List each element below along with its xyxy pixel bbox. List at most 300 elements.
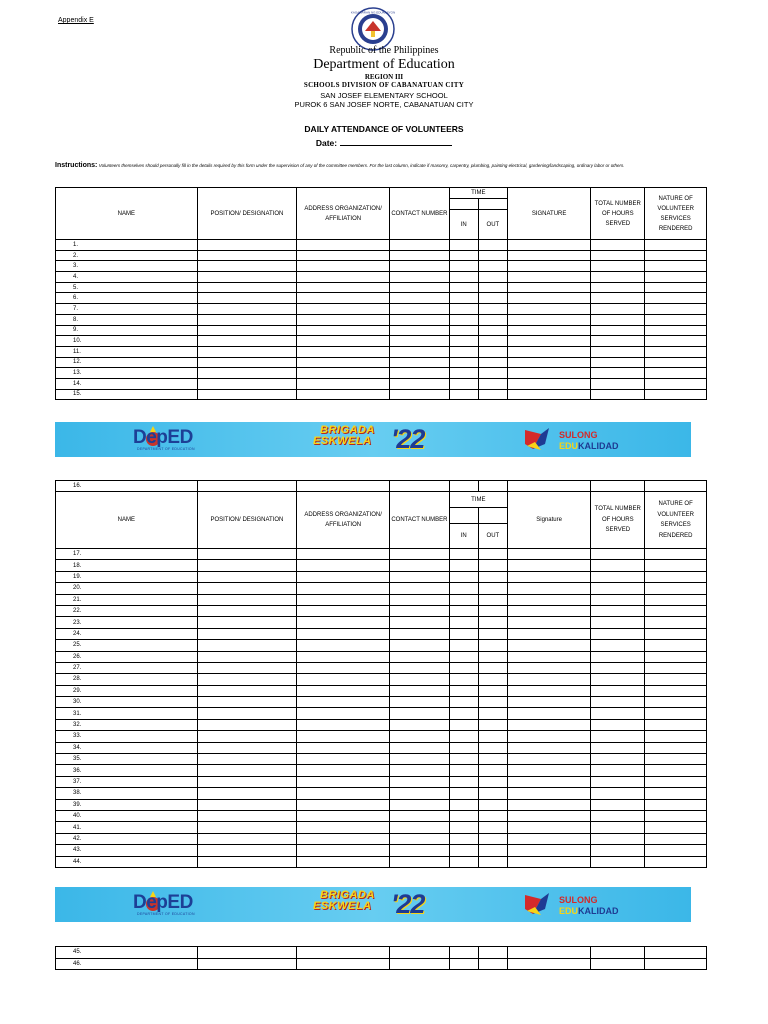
cell-nature[interactable] [645, 810, 707, 821]
cell-hours[interactable] [591, 947, 645, 959]
cell-in[interactable] [449, 293, 478, 304]
cell-in[interactable] [449, 357, 478, 368]
cell-signature[interactable] [507, 560, 590, 571]
cell-hours[interactable] [591, 560, 645, 571]
cell-address[interactable] [297, 549, 390, 560]
cell-position[interactable] [197, 617, 296, 628]
cell-address[interactable] [297, 282, 390, 293]
cell-contact[interactable] [390, 304, 449, 315]
cell-signature[interactable] [507, 605, 590, 616]
cell-hours[interactable] [591, 708, 645, 719]
cell-signature[interactable] [507, 822, 590, 833]
cell-position[interactable] [197, 651, 296, 662]
cell-nature[interactable] [645, 708, 707, 719]
cell-hours[interactable] [591, 336, 645, 347]
cell-out[interactable] [478, 314, 507, 325]
cell-contact[interactable] [390, 708, 449, 719]
cell-out[interactable] [478, 754, 507, 765]
cell-signature[interactable] [507, 346, 590, 357]
cell-contact[interactable] [390, 314, 449, 325]
cell-address[interactable] [297, 293, 390, 304]
cell-in[interactable] [449, 250, 478, 261]
cell-position[interactable] [197, 378, 296, 389]
cell-contact[interactable] [390, 240, 449, 251]
cell-out[interactable] [478, 640, 507, 651]
cell-signature[interactable] [507, 776, 590, 787]
cell-signature[interactable] [507, 731, 590, 742]
cell-address[interactable] [297, 958, 390, 970]
cell-out[interactable] [478, 833, 507, 844]
cell-hours[interactable] [591, 628, 645, 639]
cell-out[interactable] [478, 708, 507, 719]
cell-in[interactable] [449, 799, 478, 810]
cell-in[interactable] [449, 788, 478, 799]
cell-in[interactable] [449, 822, 478, 833]
cell-in[interactable] [449, 346, 478, 357]
cell-address[interactable] [297, 788, 390, 799]
cell-hours[interactable] [591, 378, 645, 389]
cell-address[interactable] [297, 685, 390, 696]
cell-hours[interactable] [591, 810, 645, 821]
cell-out[interactable] [478, 605, 507, 616]
cell-out[interactable] [478, 549, 507, 560]
cell-hours[interactable] [591, 583, 645, 594]
cell-out[interactable] [478, 958, 507, 970]
cell-contact[interactable] [390, 628, 449, 639]
cell-hours[interactable] [591, 594, 645, 605]
cell-position[interactable] [197, 799, 296, 810]
cell-signature[interactable] [507, 788, 590, 799]
cell-nature[interactable] [645, 250, 707, 261]
cell-contact[interactable] [390, 272, 449, 283]
cell-position[interactable] [197, 833, 296, 844]
cell-out[interactable] [478, 336, 507, 347]
cell-position[interactable] [197, 788, 296, 799]
cell-contact[interactable] [390, 845, 449, 856]
cell-hours[interactable] [591, 719, 645, 730]
cell-in[interactable] [449, 261, 478, 272]
cell-address[interactable] [297, 481, 390, 492]
cell-hours[interactable] [591, 685, 645, 696]
cell-hours[interactable] [591, 662, 645, 673]
cell-signature[interactable] [507, 389, 590, 400]
cell-hours[interactable] [591, 958, 645, 970]
cell-signature[interactable] [507, 628, 590, 639]
cell-in[interactable] [449, 325, 478, 336]
cell-in[interactable] [449, 594, 478, 605]
cell-position[interactable] [197, 640, 296, 651]
cell-in[interactable] [449, 776, 478, 787]
cell-out[interactable] [478, 662, 507, 673]
cell-signature[interactable] [507, 357, 590, 368]
cell-in[interactable] [449, 336, 478, 347]
cell-out[interactable] [478, 731, 507, 742]
cell-address[interactable] [297, 662, 390, 673]
cell-in[interactable] [449, 697, 478, 708]
cell-nature[interactable] [645, 261, 707, 272]
cell-hours[interactable] [591, 481, 645, 492]
cell-address[interactable] [297, 754, 390, 765]
cell-signature[interactable] [507, 549, 590, 560]
date-field[interactable] [0, 137, 768, 148]
cell-signature[interactable] [507, 304, 590, 315]
cell-position[interactable] [197, 708, 296, 719]
date-input-line[interactable] [340, 137, 452, 146]
cell-out[interactable] [478, 947, 507, 959]
cell-contact[interactable] [390, 697, 449, 708]
cell-out[interactable] [478, 304, 507, 315]
cell-signature[interactable] [507, 754, 590, 765]
cell-in[interactable] [449, 617, 478, 628]
cell-nature[interactable] [645, 368, 707, 379]
cell-nature[interactable] [645, 958, 707, 970]
cell-in[interactable] [449, 719, 478, 730]
cell-contact[interactable] [390, 389, 449, 400]
cell-nature[interactable] [645, 617, 707, 628]
cell-position[interactable] [197, 662, 296, 673]
cell-out[interactable] [478, 628, 507, 639]
cell-position[interactable] [197, 389, 296, 400]
cell-position[interactable] [197, 314, 296, 325]
cell-contact[interactable] [390, 560, 449, 571]
cell-signature[interactable] [507, 617, 590, 628]
cell-position[interactable] [197, 697, 296, 708]
cell-signature[interactable] [507, 240, 590, 251]
cell-signature[interactable] [507, 799, 590, 810]
cell-address[interactable] [297, 314, 390, 325]
cell-contact[interactable] [390, 481, 449, 492]
cell-hours[interactable] [591, 833, 645, 844]
cell-nature[interactable] [645, 856, 707, 867]
cell-address[interactable] [297, 368, 390, 379]
cell-address[interactable] [297, 357, 390, 368]
cell-signature[interactable] [507, 697, 590, 708]
cell-address[interactable] [297, 336, 390, 347]
cell-position[interactable] [197, 481, 296, 492]
cell-address[interactable] [297, 845, 390, 856]
cell-contact[interactable] [390, 810, 449, 821]
cell-hours[interactable] [591, 731, 645, 742]
cell-contact[interactable] [390, 571, 449, 582]
cell-in[interactable] [449, 378, 478, 389]
cell-out[interactable] [478, 742, 507, 753]
cell-signature[interactable] [507, 314, 590, 325]
cell-hours[interactable] [591, 389, 645, 400]
cell-nature[interactable] [645, 697, 707, 708]
cell-contact[interactable] [390, 765, 449, 776]
cell-hours[interactable] [591, 304, 645, 315]
cell-in[interactable] [449, 674, 478, 685]
cell-out[interactable] [478, 293, 507, 304]
cell-contact[interactable] [390, 325, 449, 336]
cell-out[interactable] [478, 719, 507, 730]
cell-address[interactable] [297, 640, 390, 651]
cell-signature[interactable] [507, 571, 590, 582]
cell-out[interactable] [478, 571, 507, 582]
cell-position[interactable] [197, 594, 296, 605]
cell-in[interactable] [449, 947, 478, 959]
cell-out[interactable] [478, 651, 507, 662]
cell-out[interactable] [478, 594, 507, 605]
cell-in[interactable] [449, 560, 478, 571]
cell-out[interactable] [478, 810, 507, 821]
cell-address[interactable] [297, 346, 390, 357]
cell-address[interactable] [297, 810, 390, 821]
cell-in[interactable] [449, 571, 478, 582]
cell-position[interactable] [197, 240, 296, 251]
cell-contact[interactable] [390, 776, 449, 787]
cell-hours[interactable] [591, 845, 645, 856]
cell-address[interactable] [297, 240, 390, 251]
cell-address[interactable] [297, 776, 390, 787]
cell-contact[interactable] [390, 662, 449, 673]
cell-in[interactable] [449, 282, 478, 293]
cell-out[interactable] [478, 346, 507, 357]
cell-in[interactable] [449, 628, 478, 639]
cell-signature[interactable] [507, 378, 590, 389]
cell-nature[interactable] [645, 799, 707, 810]
cell-address[interactable] [297, 799, 390, 810]
cell-signature[interactable] [507, 662, 590, 673]
cell-contact[interactable] [390, 617, 449, 628]
cell-address[interactable] [297, 272, 390, 283]
cell-out[interactable] [478, 481, 507, 492]
cell-position[interactable] [197, 731, 296, 742]
cell-nature[interactable] [645, 628, 707, 639]
cell-in[interactable] [449, 389, 478, 400]
cell-position[interactable] [197, 765, 296, 776]
cell-position[interactable] [197, 685, 296, 696]
cell-position[interactable] [197, 856, 296, 867]
cell-nature[interactable] [645, 583, 707, 594]
cell-contact[interactable] [390, 293, 449, 304]
cell-out[interactable] [478, 325, 507, 336]
cell-address[interactable] [297, 719, 390, 730]
cell-out[interactable] [478, 282, 507, 293]
cell-signature[interactable] [507, 845, 590, 856]
cell-address[interactable] [297, 822, 390, 833]
cell-in[interactable] [449, 583, 478, 594]
cell-hours[interactable] [591, 640, 645, 651]
cell-signature[interactable] [507, 272, 590, 283]
cell-in[interactable] [449, 605, 478, 616]
cell-out[interactable] [478, 560, 507, 571]
cell-position[interactable] [197, 368, 296, 379]
cell-signature[interactable] [507, 958, 590, 970]
cell-nature[interactable] [645, 651, 707, 662]
cell-in[interactable] [449, 731, 478, 742]
cell-nature[interactable] [645, 293, 707, 304]
cell-position[interactable] [197, 719, 296, 730]
cell-address[interactable] [297, 765, 390, 776]
cell-address[interactable] [297, 651, 390, 662]
cell-address[interactable] [297, 583, 390, 594]
cell-nature[interactable] [645, 549, 707, 560]
cell-in[interactable] [449, 754, 478, 765]
cell-nature[interactable] [645, 822, 707, 833]
cell-in[interactable] [449, 481, 478, 492]
cell-out[interactable] [478, 617, 507, 628]
cell-position[interactable] [197, 583, 296, 594]
cell-signature[interactable] [507, 810, 590, 821]
cell-nature[interactable] [645, 272, 707, 283]
cell-in[interactable] [449, 314, 478, 325]
cell-contact[interactable] [390, 958, 449, 970]
cell-hours[interactable] [591, 571, 645, 582]
cell-hours[interactable] [591, 674, 645, 685]
cell-out[interactable] [478, 697, 507, 708]
cell-signature[interactable] [507, 481, 590, 492]
cell-contact[interactable] [390, 336, 449, 347]
cell-contact[interactable] [390, 731, 449, 742]
cell-position[interactable] [197, 822, 296, 833]
cell-address[interactable] [297, 261, 390, 272]
cell-in[interactable] [449, 958, 478, 970]
cell-position[interactable] [197, 742, 296, 753]
cell-position[interactable] [197, 947, 296, 959]
cell-hours[interactable] [591, 765, 645, 776]
cell-in[interactable] [449, 651, 478, 662]
cell-contact[interactable] [390, 250, 449, 261]
cell-address[interactable] [297, 856, 390, 867]
cell-signature[interactable] [507, 685, 590, 696]
cell-nature[interactable] [645, 304, 707, 315]
cell-hours[interactable] [591, 754, 645, 765]
cell-position[interactable] [197, 282, 296, 293]
cell-contact[interactable] [390, 651, 449, 662]
cell-address[interactable] [297, 605, 390, 616]
cell-address[interactable] [297, 708, 390, 719]
cell-in[interactable] [449, 549, 478, 560]
cell-address[interactable] [297, 560, 390, 571]
cell-contact[interactable] [390, 605, 449, 616]
cell-hours[interactable] [591, 742, 645, 753]
cell-out[interactable] [478, 856, 507, 867]
cell-position[interactable] [197, 810, 296, 821]
cell-position[interactable] [197, 357, 296, 368]
cell-position[interactable] [197, 261, 296, 272]
cell-out[interactable] [478, 261, 507, 272]
cell-contact[interactable] [390, 368, 449, 379]
cell-address[interactable] [297, 742, 390, 753]
cell-address[interactable] [297, 833, 390, 844]
cell-position[interactable] [197, 754, 296, 765]
cell-contact[interactable] [390, 282, 449, 293]
cell-nature[interactable] [645, 776, 707, 787]
cell-in[interactable] [449, 845, 478, 856]
cell-nature[interactable] [645, 640, 707, 651]
cell-nature[interactable] [645, 481, 707, 492]
cell-out[interactable] [478, 845, 507, 856]
cell-position[interactable] [197, 560, 296, 571]
cell-contact[interactable] [390, 947, 449, 959]
cell-hours[interactable] [591, 314, 645, 325]
cell-signature[interactable] [507, 833, 590, 844]
cell-hours[interactable] [591, 357, 645, 368]
cell-signature[interactable] [507, 325, 590, 336]
cell-out[interactable] [478, 389, 507, 400]
cell-nature[interactable] [645, 731, 707, 742]
cell-hours[interactable] [591, 856, 645, 867]
cell-hours[interactable] [591, 605, 645, 616]
cell-nature[interactable] [645, 389, 707, 400]
cell-in[interactable] [449, 833, 478, 844]
cell-contact[interactable] [390, 742, 449, 753]
cell-hours[interactable] [591, 346, 645, 357]
cell-hours[interactable] [591, 282, 645, 293]
cell-nature[interactable] [645, 282, 707, 293]
cell-in[interactable] [449, 742, 478, 753]
cell-nature[interactable] [645, 346, 707, 357]
cell-contact[interactable] [390, 719, 449, 730]
cell-hours[interactable] [591, 240, 645, 251]
cell-position[interactable] [197, 571, 296, 582]
cell-signature[interactable] [507, 765, 590, 776]
cell-nature[interactable] [645, 674, 707, 685]
cell-out[interactable] [478, 250, 507, 261]
cell-address[interactable] [297, 674, 390, 685]
cell-in[interactable] [449, 368, 478, 379]
cell-position[interactable] [197, 293, 296, 304]
cell-contact[interactable] [390, 640, 449, 651]
cell-position[interactable] [197, 674, 296, 685]
cell-contact[interactable] [390, 685, 449, 696]
cell-signature[interactable] [507, 640, 590, 651]
cell-nature[interactable] [645, 765, 707, 776]
cell-nature[interactable] [645, 833, 707, 844]
cell-contact[interactable] [390, 788, 449, 799]
cell-in[interactable] [449, 708, 478, 719]
cell-nature[interactable] [645, 336, 707, 347]
cell-in[interactable] [449, 765, 478, 776]
cell-nature[interactable] [645, 662, 707, 673]
cell-signature[interactable] [507, 250, 590, 261]
cell-in[interactable] [449, 640, 478, 651]
cell-address[interactable] [297, 378, 390, 389]
cell-address[interactable] [297, 304, 390, 315]
cell-in[interactable] [449, 662, 478, 673]
cell-signature[interactable] [507, 742, 590, 753]
cell-position[interactable] [197, 304, 296, 315]
cell-out[interactable] [478, 378, 507, 389]
cell-out[interactable] [478, 765, 507, 776]
cell-nature[interactable] [645, 314, 707, 325]
cell-signature[interactable] [507, 594, 590, 605]
cell-signature[interactable] [507, 583, 590, 594]
cell-position[interactable] [197, 776, 296, 787]
cell-position[interactable] [197, 250, 296, 261]
cell-nature[interactable] [645, 605, 707, 616]
cell-nature[interactable] [645, 788, 707, 799]
cell-out[interactable] [478, 357, 507, 368]
cell-out[interactable] [478, 368, 507, 379]
cell-nature[interactable] [645, 357, 707, 368]
cell-address[interactable] [297, 628, 390, 639]
cell-nature[interactable] [645, 240, 707, 251]
cell-address[interactable] [297, 731, 390, 742]
cell-contact[interactable] [390, 549, 449, 560]
cell-hours[interactable] [591, 272, 645, 283]
cell-signature[interactable] [507, 261, 590, 272]
cell-hours[interactable] [591, 325, 645, 336]
cell-position[interactable] [197, 628, 296, 639]
cell-nature[interactable] [645, 947, 707, 959]
cell-nature[interactable] [645, 378, 707, 389]
cell-nature[interactable] [645, 719, 707, 730]
cell-out[interactable] [478, 674, 507, 685]
cell-out[interactable] [478, 788, 507, 799]
cell-nature[interactable] [645, 754, 707, 765]
